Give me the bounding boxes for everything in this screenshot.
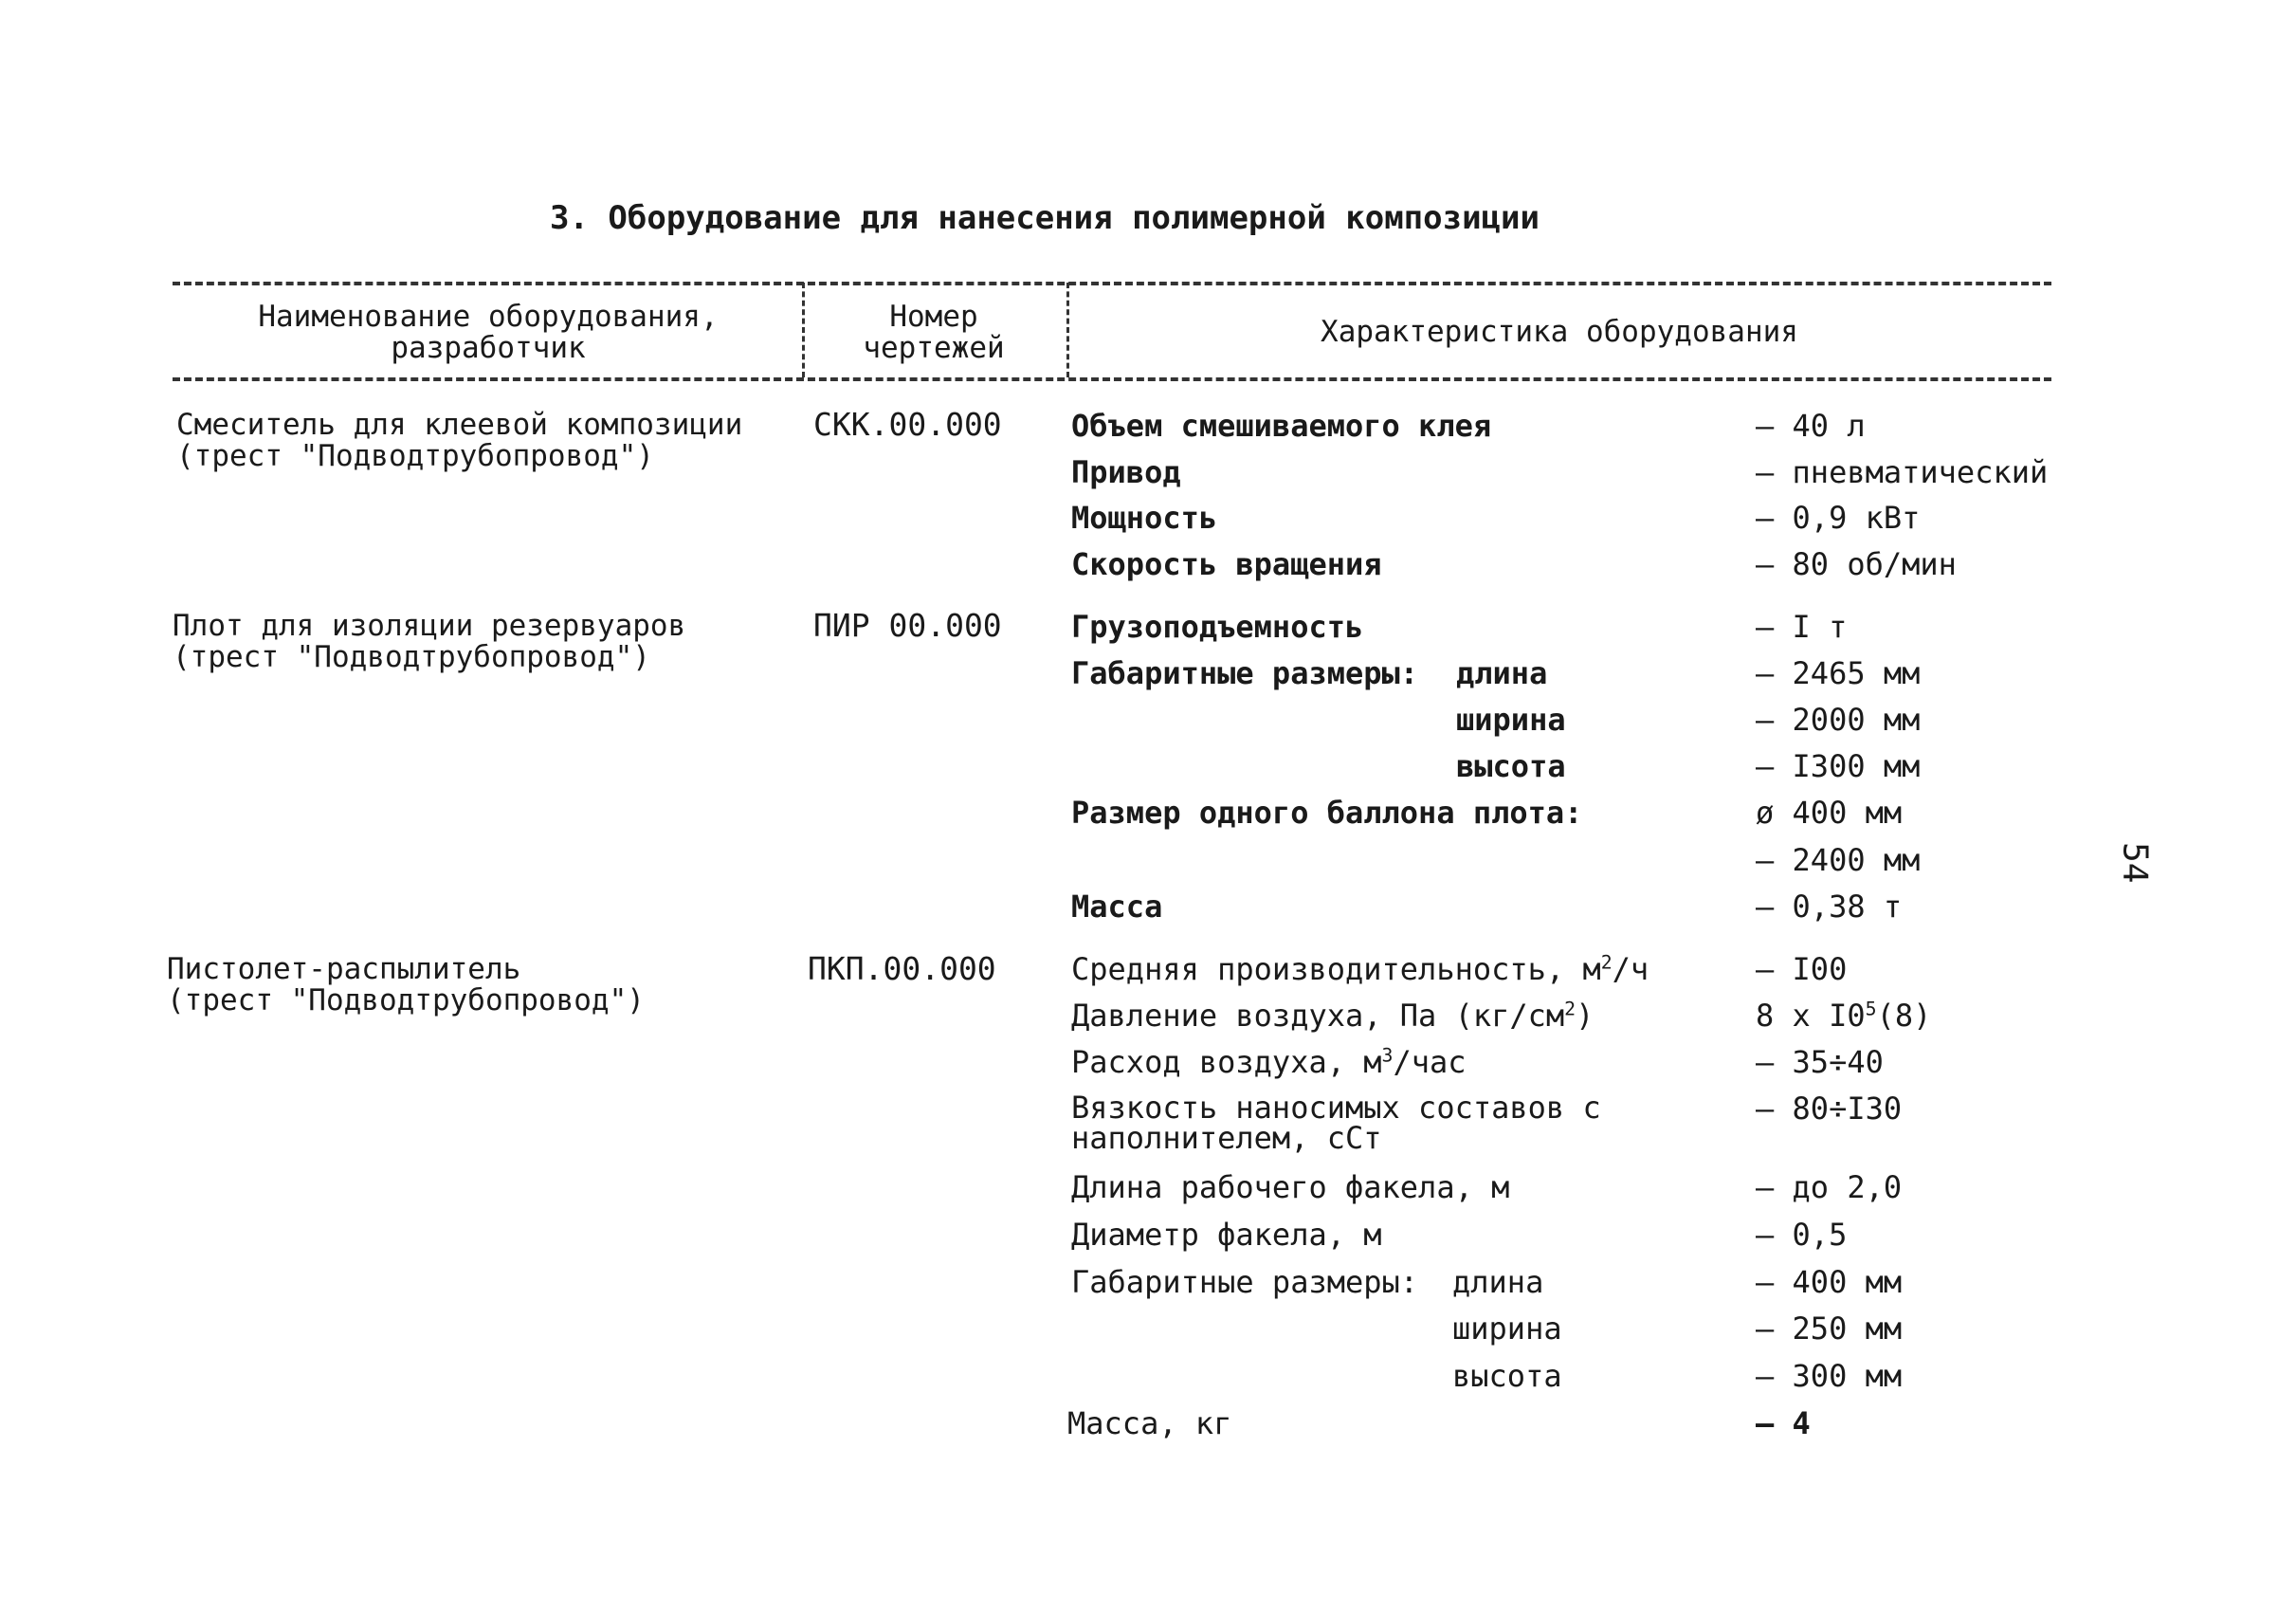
drawing-number: СКК.00.000	[813, 406, 1002, 443]
param-sublabel: высота	[1452, 1358, 1562, 1394]
equipment-name-line: Пистолет-распылитель	[167, 952, 521, 986]
param-value: – 400 мм	[1756, 1264, 1903, 1300]
drawing-number: ПКП.00.000	[808, 950, 996, 987]
param-label-line: Вязкость наносимых составов с	[1071, 1090, 1601, 1126]
equipment-name	[173, 611, 685, 672]
param-value: – 40 л	[1756, 408, 1866, 444]
param-value: – 2000 мм	[1756, 702, 1921, 738]
param-label: Средняя производительность, $м^2/ч$	[1071, 951, 1649, 987]
param-value: – 0,9 кВт	[1756, 500, 1921, 536]
param-label: Размер одного баллона плота:	[1071, 795, 1583, 831]
header-equipment-name	[180, 302, 796, 363]
equipment-name-line: Смеситель для клеевой композиции	[176, 408, 743, 442]
param-value: – 0,5	[1756, 1217, 1848, 1253]
param-value: – 2465 мм	[1756, 655, 1921, 691]
page-number: 54	[2115, 842, 2155, 884]
param-sublabel: высота	[1456, 748, 1566, 784]
param-label: Грузоподъемность	[1071, 609, 1364, 645]
header-text: чертежей	[863, 330, 1005, 365]
param-label: Масса, кг	[1067, 1405, 1232, 1441]
header-characteristics: Характеристика оборудования	[1321, 315, 1798, 349]
param-sublabel: длина	[1452, 1264, 1544, 1300]
equipment-developer: (трест "Подводтрубопровод")	[176, 438, 654, 473]
equipment-name-line: Плот для изоляции резервуаров	[173, 609, 686, 643]
param-label: Мощность	[1071, 500, 1218, 536]
page-title: 3. Оборудование для нанесения полимерной композиции	[550, 199, 1540, 237]
param-label	[1071, 1090, 1601, 1156]
equipment-name	[167, 954, 645, 1016]
equipment-developer: (трест "Подводтрубопровод")	[167, 982, 645, 1017]
param-sublabel: ширина	[1456, 702, 1566, 738]
header-text: Номер	[889, 300, 978, 334]
param-sublabel: ширина	[1452, 1311, 1562, 1347]
param-value: – 250 мм	[1756, 1311, 1903, 1347]
param-label: Привод	[1071, 454, 1181, 490]
equipment-developer: (трест "Подводтрубопровод")	[173, 639, 650, 674]
param-value: – 0,38 т	[1756, 889, 1903, 925]
param-label: Габаритные размеры:	[1071, 1264, 1419, 1300]
param-value: – I00	[1756, 951, 1848, 987]
param-value: – 35÷40	[1756, 1044, 1884, 1080]
param-sublabel: длина	[1456, 655, 1548, 691]
param-value: – 4	[1756, 1405, 1811, 1441]
param-label: Расход воздуха, $м^3$/час	[1071, 1044, 1467, 1080]
param-value: ø 400 мм	[1756, 795, 1903, 831]
param-value: 8 x $I0^5(8)$	[1756, 998, 1932, 1034]
header-text: разработчик	[391, 330, 586, 365]
param-label: Скорость вращения	[1071, 546, 1382, 582]
header-drawing-number	[806, 302, 1062, 363]
param-value: – I т	[1756, 609, 1848, 645]
param-label: Диаметр факела, м	[1071, 1217, 1382, 1253]
param-label: Масса	[1071, 889, 1163, 925]
param-value: – 300 мм	[1756, 1358, 1903, 1394]
equipment-name	[176, 410, 742, 471]
param-value: – 80÷I30	[1756, 1091, 1903, 1127]
param-label-line: наполнителем, сСт	[1071, 1120, 1382, 1156]
param-value: – 2400 мм	[1756, 842, 1921, 878]
table-top-border	[173, 282, 2051, 285]
header-text: Наименование оборудования,	[258, 300, 719, 334]
param-label: Давление воздуха, Па $(кг/см^2)$	[1071, 998, 1594, 1034]
param-value: – до 2,0	[1756, 1169, 1903, 1205]
param-value: – 80 об/мин	[1756, 546, 1957, 582]
drawing-number: ПИР 00.000	[813, 607, 1002, 644]
header-column-separator	[802, 283, 805, 377]
param-label: Объем смешиваемого клея	[1071, 408, 1492, 444]
param-label: Длина рабочего факела, м	[1071, 1169, 1510, 1205]
table-header-border	[173, 377, 2051, 381]
param-value: – I300 мм	[1756, 748, 1921, 784]
param-value: – пневматический	[1756, 454, 2049, 490]
param-label: Габаритные размеры:	[1071, 655, 1419, 691]
header-column-separator	[1066, 283, 1069, 377]
